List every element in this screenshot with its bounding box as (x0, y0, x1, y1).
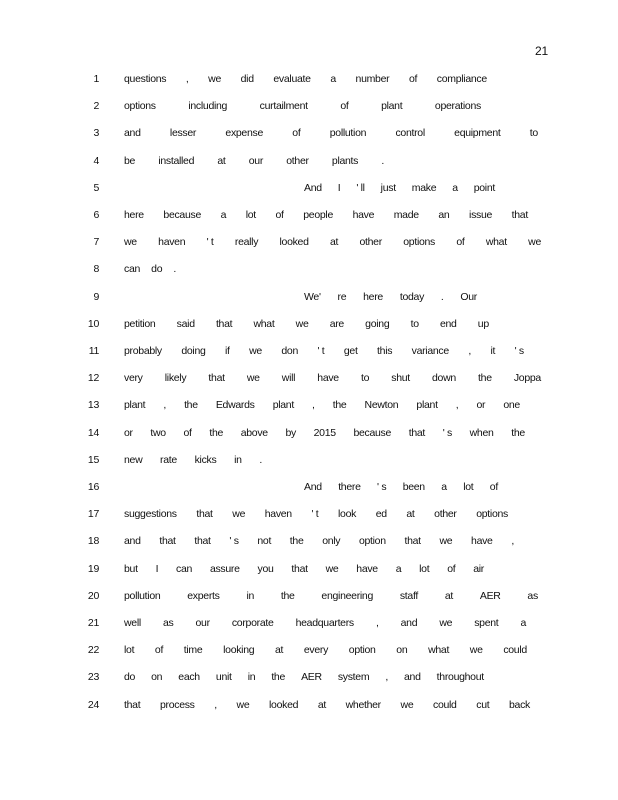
line-text (124, 370, 541, 386)
word: that (291, 562, 308, 575)
word: whether (345, 698, 381, 711)
word: and (124, 127, 141, 140)
transcript-line (0, 669, 618, 685)
word: and (400, 617, 418, 629)
transcript-line (0, 289, 618, 305)
transcript-line (0, 370, 618, 386)
word: , (185, 73, 189, 85)
word: or (476, 399, 486, 412)
word: lot (463, 481, 474, 493)
word: operations (434, 100, 481, 113)
transcript-line (0, 207, 618, 223)
line-text (124, 316, 489, 332)
transcript-line (0, 533, 618, 549)
line-text (124, 533, 514, 549)
word: 2015 (313, 426, 336, 439)
word: of (489, 481, 498, 493)
line-text (124, 588, 538, 604)
word: options (124, 100, 156, 113)
word: , (163, 399, 166, 412)
line-text (124, 153, 384, 169)
transcript-line (0, 125, 618, 141)
transcript-line (0, 180, 618, 196)
line-text (124, 669, 484, 685)
word: including (188, 100, 228, 113)
word: rate (160, 453, 177, 466)
word: at (275, 644, 284, 657)
word: two (150, 426, 166, 439)
word: options (403, 236, 436, 249)
line-text (304, 289, 477, 305)
word: going (365, 317, 390, 330)
word: that (408, 426, 426, 439)
line-number: 23 (87, 671, 99, 684)
line-number: 3 (93, 127, 99, 140)
word: looked (269, 698, 299, 711)
word: Our (460, 290, 477, 303)
transcript-line (0, 316, 618, 332)
word: assure (209, 562, 240, 575)
line-text (124, 615, 526, 631)
line-number: 16 (87, 481, 99, 493)
line-number: 9 (93, 290, 99, 303)
word: that (208, 372, 225, 385)
word: we (232, 508, 246, 521)
word: not (257, 535, 272, 548)
word: in (247, 671, 256, 684)
word: experts (187, 589, 220, 602)
line-number: 13 (87, 399, 99, 412)
word: if (225, 345, 230, 357)
word: don (281, 345, 299, 357)
word: up (477, 317, 489, 330)
word: looking (223, 644, 255, 657)
word: variance (411, 345, 449, 357)
word: above (240, 426, 268, 439)
word: I (337, 181, 341, 194)
word: AER (479, 589, 501, 602)
word: we (246, 372, 260, 385)
word: what (253, 317, 275, 330)
line-number: 19 (87, 562, 99, 575)
transcript-line (0, 425, 618, 441)
word: lot (419, 562, 430, 575)
line-number: 18 (87, 535, 99, 548)
word: the (280, 589, 295, 602)
word: that (194, 535, 211, 548)
word: time (183, 644, 203, 657)
word: been (402, 481, 425, 493)
line-text (124, 397, 520, 413)
line-text (124, 561, 484, 577)
word: that (196, 508, 213, 521)
word: to (360, 372, 370, 385)
transcript-line (0, 479, 618, 495)
word: new (124, 453, 143, 466)
transcript-line (0, 397, 618, 413)
line-text (304, 479, 498, 495)
word: we (249, 345, 262, 357)
word: we (439, 617, 453, 629)
word: a (520, 617, 526, 629)
word: of (456, 236, 465, 249)
page-number: 21 (535, 44, 548, 58)
word: on (151, 671, 163, 684)
word: there (338, 481, 361, 493)
word: at (406, 508, 415, 521)
word: when (469, 426, 494, 439)
word: compliance (436, 73, 487, 85)
word: And (304, 181, 322, 194)
line-text (124, 452, 262, 468)
transcript-line (0, 588, 618, 604)
word: other (359, 236, 382, 249)
word: that (511, 209, 528, 221)
word: plant (381, 100, 403, 113)
word: probably (124, 345, 162, 357)
word: Edwards (215, 399, 255, 412)
word: re (337, 290, 347, 303)
word: get (343, 345, 358, 357)
word: at (217, 154, 226, 167)
word: do (124, 671, 136, 684)
word: of (408, 73, 418, 85)
word: we (295, 317, 309, 330)
word: ' ll (356, 181, 365, 194)
word: could (503, 644, 527, 657)
word: can (176, 562, 193, 575)
word: , (455, 399, 459, 412)
word: ' s (377, 481, 387, 493)
word: we (124, 236, 137, 249)
word: we (469, 644, 483, 657)
word: here (363, 290, 383, 303)
line-text (124, 642, 527, 658)
word: Joppa (513, 372, 541, 385)
word: by (285, 426, 296, 439)
word: to (529, 127, 538, 140)
line-text (124, 234, 541, 250)
line-number: 17 (87, 508, 99, 521)
word: doing (181, 345, 206, 357)
word: issue (469, 209, 493, 221)
word: AER (301, 671, 322, 684)
word: I (155, 562, 159, 575)
word: control (395, 127, 425, 140)
word: ' s (514, 345, 524, 357)
word: because (163, 209, 202, 221)
word: ' s (442, 426, 452, 439)
word: , (511, 535, 514, 548)
word: options (476, 508, 508, 521)
word: did (240, 73, 254, 85)
transcript-line (0, 615, 618, 631)
word: kicks (194, 453, 217, 466)
word: shut (391, 372, 410, 385)
word: what (428, 644, 450, 657)
word: of (183, 426, 192, 439)
word: really (234, 236, 259, 249)
transcript-line (0, 506, 618, 522)
word: lesser (169, 127, 197, 140)
word: have (352, 209, 375, 221)
word: the (511, 426, 525, 439)
line-number: 14 (87, 426, 99, 439)
word: end (439, 317, 457, 330)
word: we (236, 698, 250, 711)
word: Newton (364, 399, 399, 412)
word: a (395, 562, 402, 575)
transcript-line (0, 642, 618, 658)
word: people (303, 209, 333, 221)
word: unit (215, 671, 232, 684)
line-number: 1 (93, 73, 99, 85)
line-text (124, 506, 508, 522)
word: pollution (124, 589, 161, 602)
word: that (159, 535, 176, 548)
word: petition (124, 317, 156, 330)
word: the (184, 399, 198, 412)
word: . (173, 263, 176, 276)
word: ' t (206, 236, 214, 249)
line-number: 2 (93, 100, 99, 113)
word: lot (245, 209, 256, 221)
line-text (124, 697, 530, 713)
transcript-line (0, 153, 618, 169)
word: of (340, 100, 349, 113)
word: of (154, 644, 164, 657)
word: one (503, 399, 520, 412)
word: are (329, 317, 344, 330)
word: , (214, 698, 217, 711)
word: look (338, 508, 357, 521)
word: in (234, 453, 242, 466)
word: said (176, 317, 195, 330)
line-number: 7 (93, 236, 99, 249)
word: cut (476, 698, 490, 711)
word: ed (375, 508, 387, 521)
word: expense (225, 127, 264, 140)
word: each (178, 671, 200, 684)
word: pollution (329, 127, 367, 140)
word: spent (474, 617, 499, 629)
word: staff (399, 589, 419, 602)
word: that (124, 698, 141, 711)
word: likely (164, 372, 187, 385)
word: the (478, 372, 492, 385)
word: plant (272, 399, 294, 412)
transcript-line (0, 71, 618, 87)
word: to (410, 317, 419, 330)
word: , (312, 399, 315, 412)
word: number (355, 73, 390, 85)
word: lot (124, 644, 135, 657)
word: we (325, 562, 339, 575)
word: equipment (454, 127, 501, 140)
line-number: 20 (87, 589, 99, 602)
word: ' t (311, 508, 319, 521)
word: . (440, 290, 444, 303)
word: at (329, 236, 339, 249)
word: every (303, 644, 329, 657)
word: We' (304, 290, 321, 303)
transcript-line (0, 261, 618, 277)
word: we (400, 698, 414, 711)
word: corporate (231, 617, 274, 629)
transcript-line (0, 234, 618, 250)
word: that (215, 317, 233, 330)
word: that (404, 535, 421, 548)
word: very (124, 372, 143, 385)
transcript-line (0, 452, 618, 468)
line-number: 12 (87, 372, 99, 385)
word: the (271, 671, 286, 684)
line-text (304, 180, 495, 196)
word: plant (124, 399, 146, 412)
word: air (473, 562, 484, 575)
word: we (528, 236, 541, 249)
word: could (433, 698, 457, 711)
line-number: 10 (87, 317, 99, 330)
word: And (304, 481, 322, 493)
word: you (257, 562, 274, 575)
word: the (289, 535, 304, 548)
word: down (432, 372, 456, 385)
transcript-line (0, 697, 618, 713)
word: the (332, 399, 347, 412)
line-text (124, 261, 176, 277)
line-number: 15 (87, 453, 99, 466)
word: option (348, 644, 376, 657)
word: questions (124, 73, 167, 85)
word: because (353, 426, 392, 439)
word: curtailment (259, 100, 308, 113)
line-number: 22 (87, 644, 99, 657)
word: our (195, 617, 210, 629)
word: installed (158, 154, 195, 167)
line-number: 8 (93, 263, 99, 276)
word: looked (279, 236, 309, 249)
line-text (124, 125, 538, 141)
word: have (471, 535, 493, 548)
line-number: 4 (93, 154, 99, 167)
transcript-line (0, 561, 618, 577)
word: other (434, 508, 457, 521)
word: haven (158, 236, 186, 249)
word: only (322, 535, 341, 548)
word: a (330, 73, 336, 85)
line-number: 5 (93, 181, 99, 194)
line-number: 11 (88, 345, 99, 357)
word: it (490, 345, 496, 357)
word: we (439, 535, 453, 548)
word: have (356, 562, 378, 575)
word: will (281, 372, 296, 385)
word: at (317, 698, 326, 711)
word: of (447, 562, 456, 575)
word: a (452, 181, 458, 194)
word: we (208, 73, 221, 85)
word: ' s (229, 535, 239, 548)
word: well (124, 617, 141, 629)
word: on (396, 644, 408, 657)
line-number: 6 (93, 209, 99, 221)
word: option (358, 535, 386, 548)
word: make (411, 181, 437, 194)
word: an (438, 209, 450, 221)
word: , (385, 671, 388, 684)
word: throughout (436, 671, 484, 684)
line-text (124, 207, 528, 223)
line-text (124, 343, 524, 359)
word: of (292, 127, 301, 140)
word: of (275, 209, 284, 221)
word: a (220, 209, 227, 221)
word: system (337, 671, 370, 684)
transcript-line (0, 343, 618, 359)
word: and (124, 535, 141, 548)
word: this (377, 345, 393, 357)
line-text (124, 98, 481, 114)
word: have (317, 372, 339, 385)
word: be (124, 154, 136, 167)
word: plants (331, 154, 359, 167)
word: but (124, 562, 138, 575)
word: process (159, 698, 195, 711)
word: haven (264, 508, 292, 521)
word: , (468, 345, 471, 357)
word: as (527, 589, 538, 602)
word: our (248, 154, 264, 167)
word: , (375, 617, 379, 629)
word: point (473, 181, 495, 194)
word: other (286, 154, 309, 167)
line-number: 24 (87, 698, 99, 711)
word: plant (416, 399, 438, 412)
word: as (162, 617, 174, 629)
word: today (399, 290, 425, 303)
word: what (485, 236, 507, 249)
word: in (246, 589, 255, 602)
line-text (124, 425, 525, 441)
line-number: 21 (87, 617, 99, 629)
word: back (509, 698, 530, 711)
line-text (124, 71, 487, 87)
word: here (124, 209, 144, 221)
word: . (259, 453, 262, 466)
word: just (380, 181, 396, 194)
word: or (124, 426, 133, 439)
word: at (444, 589, 454, 602)
word: a (441, 481, 447, 493)
word: . (381, 154, 384, 167)
word: and (404, 671, 421, 684)
word: made (393, 209, 419, 221)
word: engineering (321, 589, 374, 602)
word: headquarters (295, 617, 354, 629)
word: do (151, 263, 163, 276)
word: evaluate (273, 73, 311, 85)
word: can (124, 263, 141, 276)
word: suggestions (124, 508, 177, 521)
transcript-line (0, 98, 618, 114)
word: ' t (317, 345, 325, 357)
word: the (209, 426, 224, 439)
